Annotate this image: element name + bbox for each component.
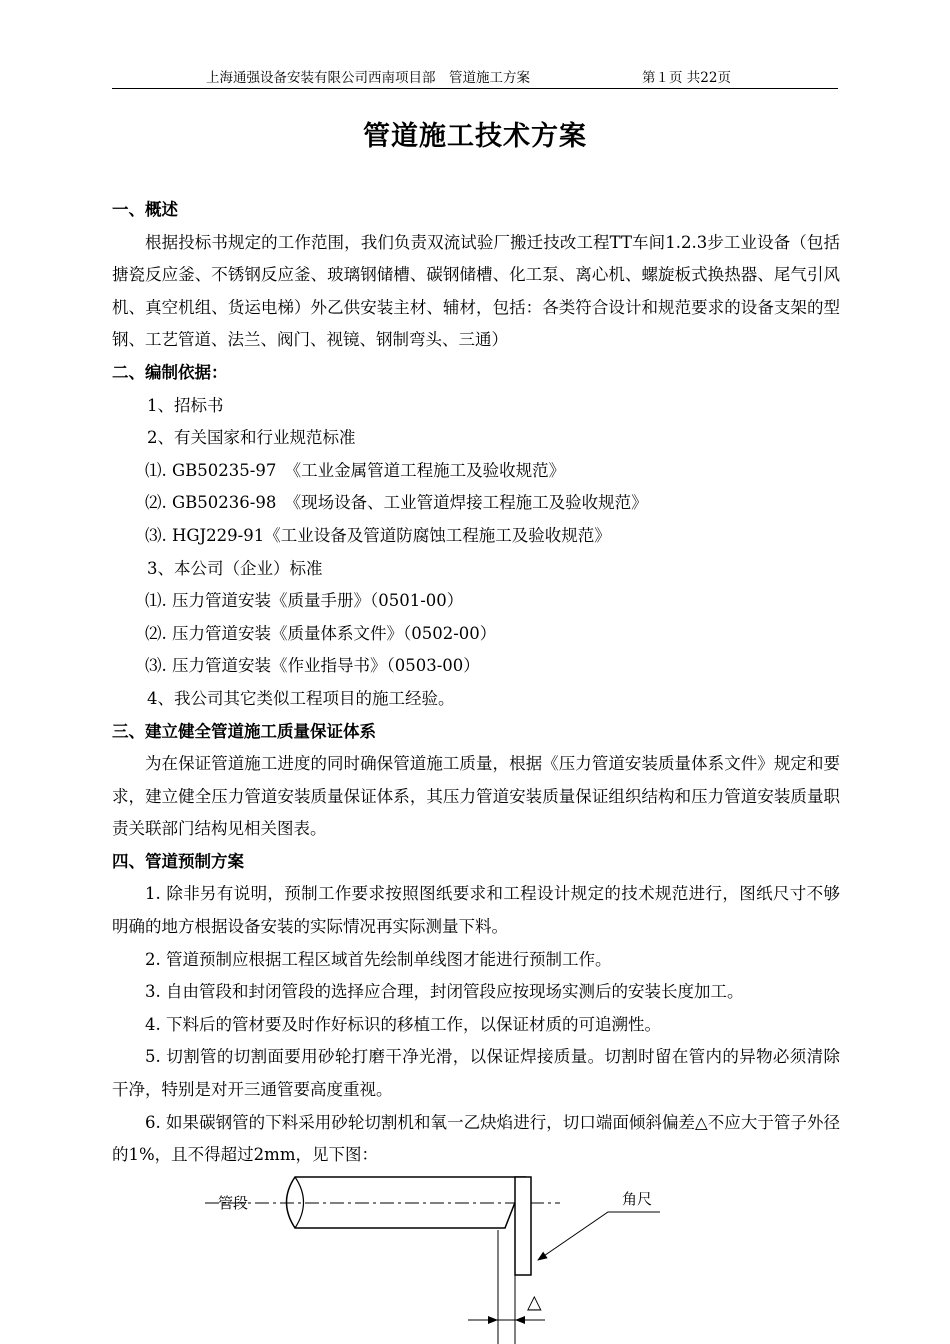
- basis-item-2a: ⑴. GB50235-97 《工业金属管道工程施工及验收规范》: [145, 460, 566, 480]
- document-title: 管道施工技术方案: [363, 121, 587, 152]
- basis-item-3: 3、本公司（企业）标准: [147, 558, 323, 578]
- document-body: [112, 194, 840, 1172]
- try-square: [515, 1177, 531, 1275]
- quality-system-paragraph: 为在保证管道施工进度的同时确保管道施工质量，根据《压力管道安装质量体系文件》规定和要求，建立健全压力管道安装质量保证体系，其压力管道安装质量保证组织结构和压力管道安装质量职责关联部门结构见相关图表。: [112, 754, 840, 839]
- section-heading-overview: 一、概述: [112, 200, 178, 219]
- prefab-item-6: 6. 如果碳钢管的下料采用砂轮切割机和氧一乙炔焰进行，切口端面倾斜偏差△不应大于管子外径的1%，且不得超过2mm，见下图：: [112, 1112, 840, 1165]
- prefab-item-1: 1. 除非另有说明，预制工作要求按照图纸要求和工程设计规定的技术规范进行，图纸尺寸不够明确的地方根据设备安装的实际情况再实际测量下料。: [112, 884, 840, 937]
- basis-item-4: 4、我公司其它类似工程项目的施工经验。: [147, 688, 455, 708]
- cut-deviation-diagram: [0, 1160, 950, 1344]
- delta-symbol: △: [527, 1291, 542, 1313]
- basis-item-2: 2、有关国家和行业规范标准: [147, 428, 356, 448]
- prefab-item-5: 5. 切割管的切割面要用砂轮打磨干净光滑，以保证焊接质量。切割时留在管内的异物必须清除干净，特别是对开三通管要高度重视。: [112, 1047, 840, 1100]
- basis-item-2b: ⑵. GB50236-98 《现场设备、工业管道焊接工程施工及验收规范》: [145, 493, 648, 513]
- basis-item-3a: ⑴. 压力管道安装《质量手册》（0501-00）: [145, 591, 464, 611]
- dimension-arrow-left: [488, 1316, 498, 1324]
- square-label: 角尺: [622, 1190, 653, 1208]
- dimension-arrow-right: [515, 1316, 525, 1324]
- basis-item-3c: ⑶. 压力管道安装《作业指导书》（0503-00）: [145, 656, 480, 676]
- header-company: 上海通强设备安装有限公司西南项目部 管道施工方案: [206, 70, 530, 86]
- basis-item-3b: ⑵. 压力管道安装《质量体系文件》（0502-00）: [145, 623, 497, 643]
- prefab-item-4: 4. 下料后的管材要及时作好标识的移植工作，以保证材质的可追溯性。: [145, 1014, 661, 1034]
- basis-item-2c: ⑶. HGJ229-91《工业设备及管道防腐蚀工程施工及验收规范》: [145, 525, 611, 545]
- section-heading-basis: 二、编制依据：: [112, 362, 228, 382]
- section-heading-quality-system: 三、建立健全管道施工质量保证体系: [112, 721, 376, 741]
- prefab-item-3: 3. 自由管段和封闭管段的选择应合理，封闭管段应按现场实测后的安装长度加工。: [145, 982, 744, 1002]
- page-header: [112, 66, 838, 89]
- overview-paragraph: 根据投标书规定的工作范围，我们负责双流试验厂搬迁技改工程TT车间1.2.3步工业设备（包括搪瓷反应釜、不锈钢反应釜、玻璃钢储槽、碳钢储槽、化工泵、离心机、螺旋板式换热器、尾气引风机、真空机组、货运电梯）外乙供安装主材、辅材，包括：各类符合设计和规范要求的设备支架的型钢、工艺管道、法兰、阀门、视镜、钢制弯头、三通）: [112, 232, 840, 350]
- square-leader-line: [538, 1212, 660, 1260]
- header-page-number: 第１页 共22页: [642, 70, 731, 86]
- pipe-label: 管段: [218, 1194, 249, 1212]
- section-heading-prefabrication: 四、管道预制方案: [112, 851, 244, 871]
- prefab-item-2: 2. 管道预制应根据工程区域首先绘制单线图才能进行预制工作。: [145, 949, 612, 969]
- basis-item-1: 1、招标书: [147, 395, 224, 415]
